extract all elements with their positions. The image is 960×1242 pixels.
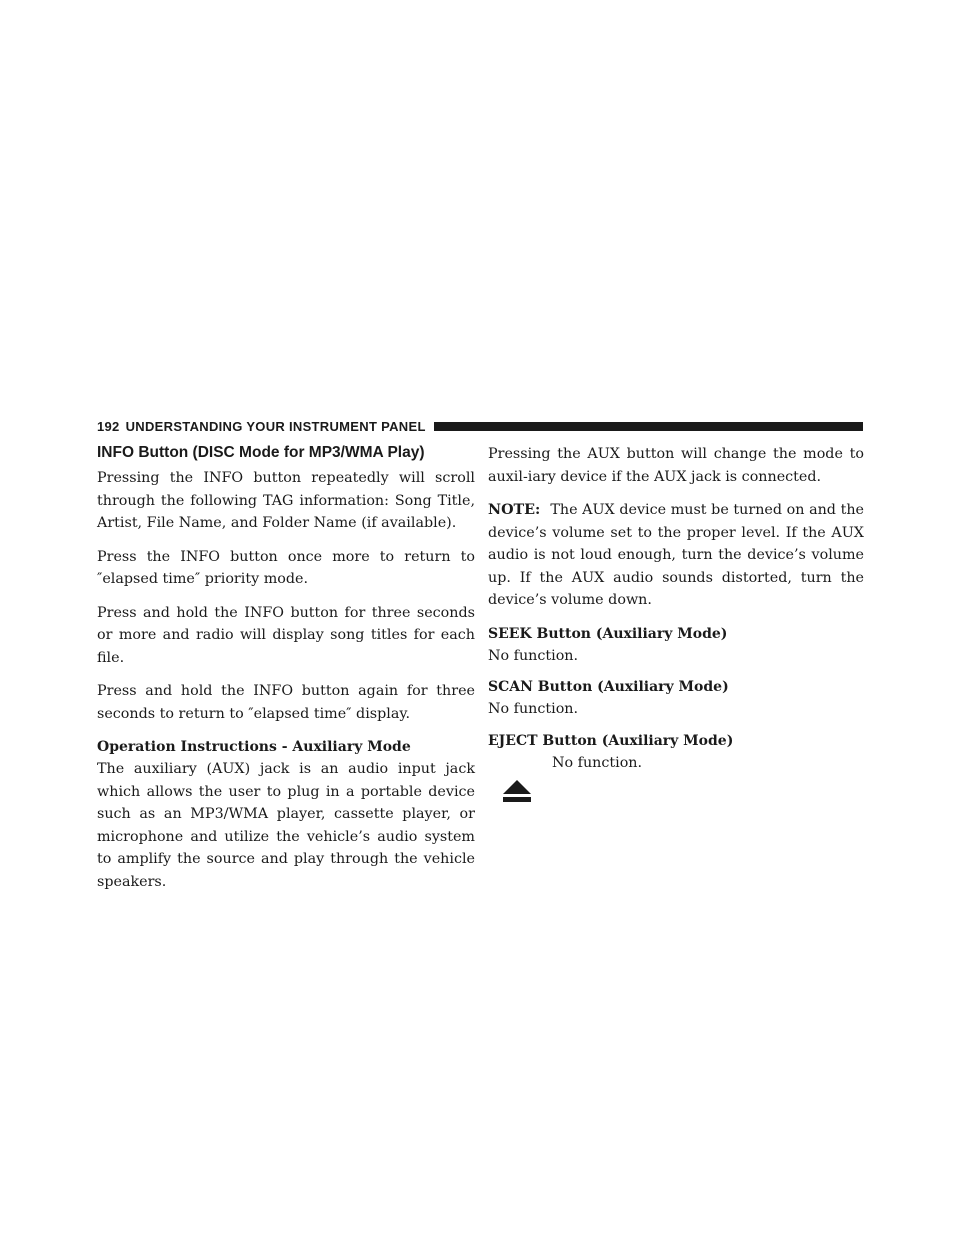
eject-icon bbox=[502, 779, 532, 803]
header-rule bbox=[434, 422, 863, 431]
eject-row bbox=[488, 752, 864, 800]
info-button-heading: INFO Button (DISC Mode for MP3/WMA Play) bbox=[97, 444, 425, 461]
page-number: 192 bbox=[97, 418, 120, 434]
info-paragraph-hold-again: Press and hold the INFO button again for three seconds to return to ″elapsed time″ display. bbox=[97, 683, 475, 722]
left-column bbox=[97, 443, 475, 904]
running-head: UNDERSTANDING YOUR INSTRUMENT PANEL bbox=[125, 418, 426, 434]
info-paragraph-hold: Press and hold the INFO button for three seconds or more and radio will display song titles for each file. bbox=[97, 604, 475, 666]
note-text: The AUX device must be turned on and the device’s volume set to the proper level. If the AUX audio is not loud enough, turn the device’s volume up. If the AUX audio sounds distorted, turn the device’s volume down. bbox=[488, 502, 864, 608]
aux-mode-heading: Operation Instructions - Auxiliary Mode bbox=[97, 739, 411, 755]
eject-text: No function. bbox=[552, 754, 643, 771]
note-paragraph bbox=[488, 499, 864, 612]
seek-text: No function. bbox=[488, 647, 579, 664]
scan-text: No function. bbox=[488, 701, 579, 717]
note-label: NOTE: bbox=[488, 502, 541, 518]
scan-heading: SCAN Button (Auxiliary Mode) bbox=[488, 679, 729, 695]
eject-heading: EJECT Button (Auxiliary Mode) bbox=[488, 732, 734, 749]
info-paragraph-scroll: Pressing the INFO button repeatedly will scroll through the following TAG information: Song Title, Artist, File Name, and Folder Name (if available). bbox=[97, 470, 475, 531]
page-header bbox=[97, 417, 863, 435]
info-paragraph-return: Press the INFO button once more to return to ″elapsed time″ priority mode. bbox=[97, 548, 475, 587]
seek-heading: SEEK Button (Auxiliary Mode) bbox=[488, 625, 728, 642]
right-column bbox=[488, 443, 864, 800]
aux-button-paragraph: Pressing the AUX button will change the mode to auxil-iary device if the AUX jack is connected. bbox=[488, 446, 864, 485]
aux-mode-paragraph: The auxiliary (AUX) jack is an audio input jack which allows the user to plug in a portable device such as an MP3/WMA player, cassette player, or microphone and utilize the vehicle’s audio system to amplify the source and play through the vehicle speakers. bbox=[97, 761, 475, 890]
